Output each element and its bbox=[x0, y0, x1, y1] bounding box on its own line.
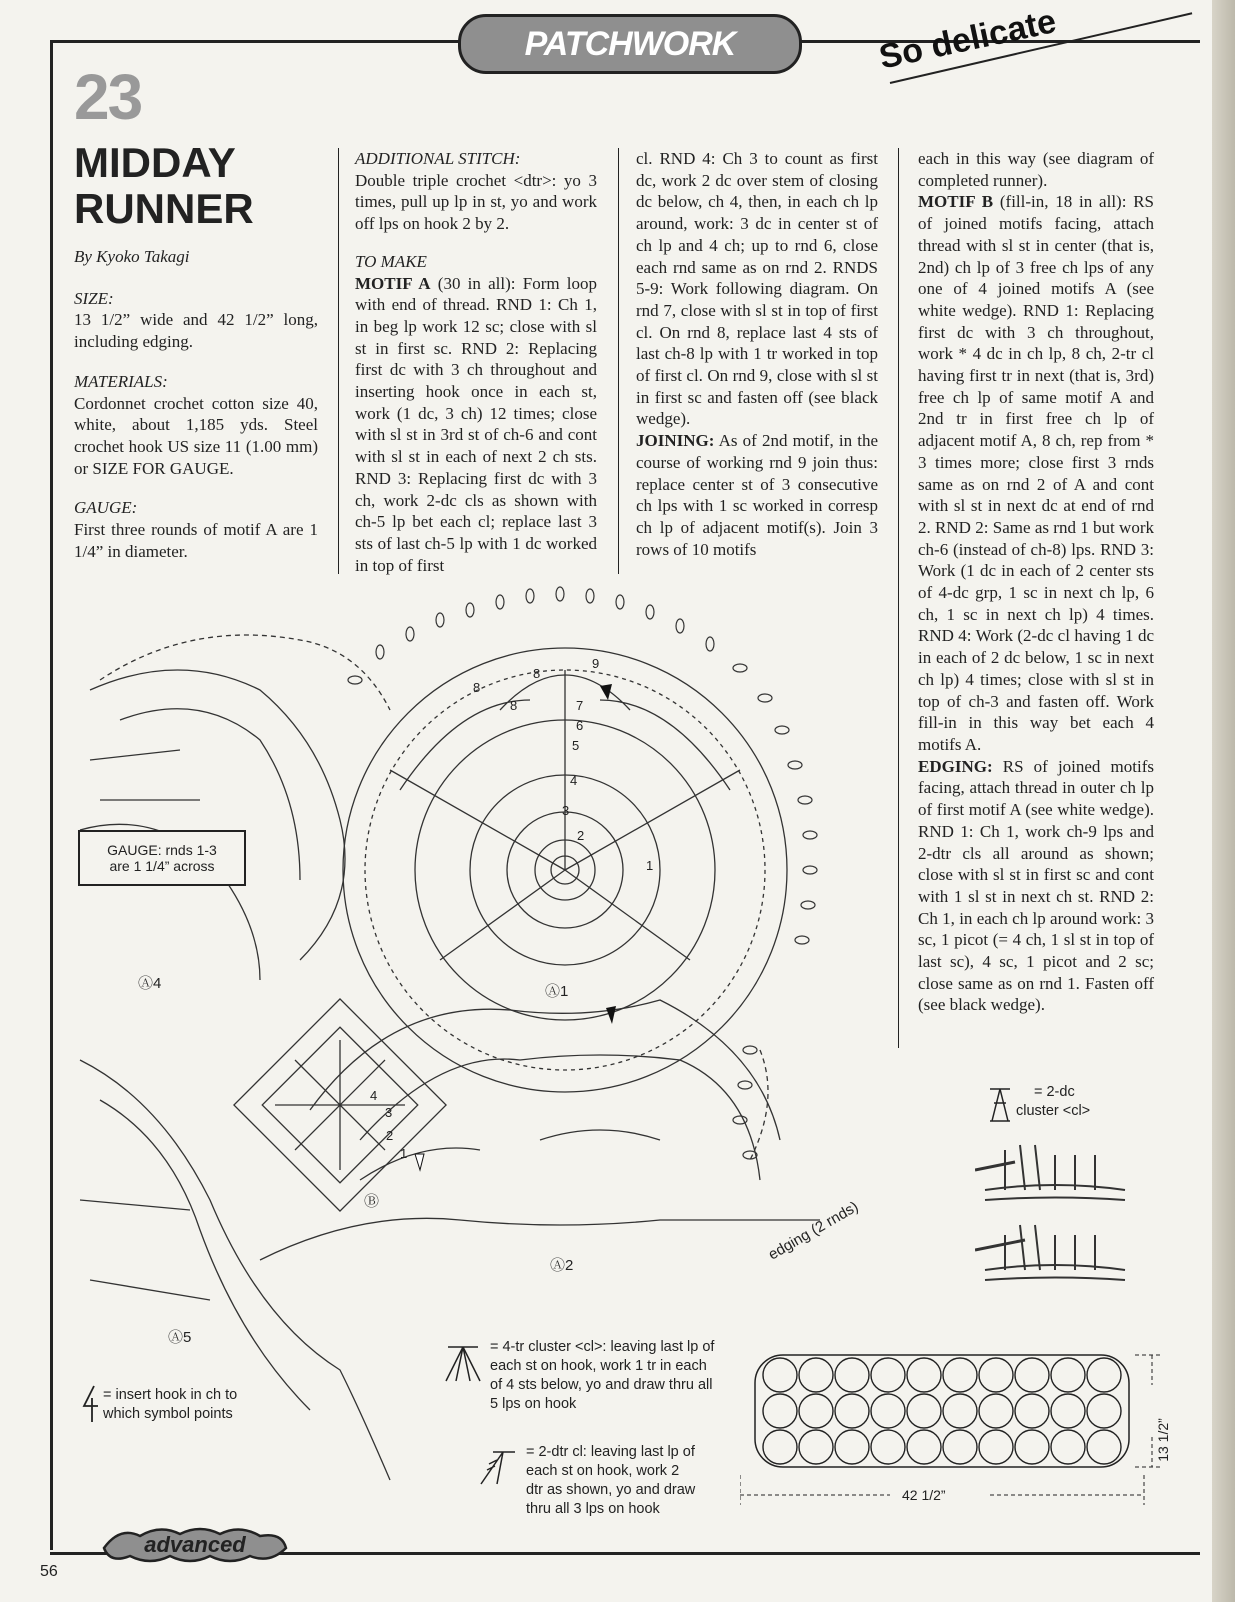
additional-text: Double triple crochet <dtr>: yo 3 times, pull up lp in st, yo and work off lps on hook 2 by 2. bbox=[355, 170, 597, 234]
round-number: 7 bbox=[576, 698, 584, 713]
tagline: So delicate bbox=[875, 2, 1060, 77]
motif-b-heading: MOTIF B bbox=[918, 192, 994, 212]
section-header bbox=[458, 14, 802, 74]
dc-cluster-symbol-icon bbox=[986, 1085, 1016, 1125]
gauge-text: First three rounds of motif A are 1 1/4” in diameter. bbox=[74, 520, 318, 561]
column-divider bbox=[618, 148, 619, 574]
edging-text bbox=[918, 756, 1154, 1016]
tr-cluster-symbol-icon bbox=[442, 1343, 484, 1385]
page-number: 56 bbox=[40, 1563, 58, 1580]
b-round-number: 3 bbox=[385, 1105, 393, 1120]
round-number: 2 bbox=[577, 828, 585, 843]
width-label: 13 1/2” bbox=[1154, 1418, 1171, 1462]
column-1 bbox=[74, 246, 318, 570]
byline: By Kyoko Takagi bbox=[74, 247, 190, 266]
pattern-number: 23 bbox=[74, 61, 142, 133]
edging-outline bbox=[100, 635, 768, 1160]
col4-text: each in this way (see diagram of completed runner). bbox=[918, 149, 1154, 190]
motif-label-a4: Ⓐ4 bbox=[138, 975, 162, 992]
size-text: 13 1/2” wide and 42 1/2” long, including edging. bbox=[74, 310, 318, 352]
motif-b-body: (fill-in, 18 in all): RS of joined motifs facing, attach thread with sl st in center (that is, 2nd) ch lp of 3 free ch lps of any one of 4 joined motifs A (see white wedge). RND 1: Replacing first dc with 3 ch throughout, work * 4 dc in ch lp, 8 ch, 2-tr cl having first tr in next (that is, 3rd) free ch lp of same motif A and 2nd tr in first free ch lp of adjacent motif A, 8 ch, rep from * 3 times more; close first 3 rnds same as on rnd 2 of A and cont with sl st in next dc at end of rnd 2. RND 2: Same as rnd 1 but work ch-6 (instead of ch-8) lps. RND 3: Work (1 dc in each of 2 center sts of 4-dc grp, 1 sc in next ch lp, 6 ch, 1 sc in next ch lp) 4 times. RND 4: Work (2-dc cl having 1 dc in each of 2 dc below, 1 sc in next ch lp) 4 times; close with sl st in top of ch-3 and fasten off. Work fill-in in this way bet each 4 motifs A. bbox=[918, 192, 1154, 754]
motif-label-b: Ⓑ bbox=[364, 1193, 380, 1210]
cluster-illustration bbox=[975, 1140, 1135, 1320]
round-number: 4 bbox=[570, 773, 578, 788]
dtr-cluster-symbol-icon bbox=[475, 1448, 519, 1488]
additional-heading: ADDITIONAL STITCH: bbox=[355, 149, 521, 168]
motif-a-count: (30 in all): bbox=[437, 273, 516, 293]
legend-2dc bbox=[1016, 1083, 1090, 1121]
gauge-box-line: GAUGE: rnds 1-3 bbox=[107, 842, 217, 858]
joining-heading: JOINING: bbox=[636, 431, 715, 451]
size-heading: SIZE: bbox=[74, 288, 114, 308]
motif-label-a1: Ⓐ1 bbox=[545, 983, 569, 1000]
col3-text: cl. RND 4: Ch 3 to count as first dc, work 2 dc over stem of closing dc below, ch 4, then, in each ch lp around, work: 3 dc in center st of ch lp and 4 ch; up to rnd 6, close each rnd same as on rnd 2. RNDS 5-9: Work following diagram. On rnd 7, close with sl st in top of first cl. On rnd 8, replace last 4 sts of last ch-8 lp with 1 tr worked in top of first cl. On rnd 9, close with sl st in first sc and fasten off (see black wedge). bbox=[636, 149, 878, 429]
skill-level-badge bbox=[100, 1522, 290, 1566]
gauge-box-line: are 1 1/4” across bbox=[109, 858, 215, 874]
picot-row bbox=[348, 587, 817, 1159]
joining-text bbox=[636, 430, 878, 560]
page-edge bbox=[1212, 0, 1235, 1602]
motif-a-body: Form loop with end of thread. RND 1: Ch 1, in beg lp work 12 sc; close with sl st in first sc. RND 2: Replacing first dc with 3 ch throughout and inserting hook once in each st, work (1 dc, 3 ch) 12 times; close with sl st in 3rd st of ch-6 and cont with sl st in each of next 2 ch sts. RND 3: Replacing first dc with 3 ch, work 2-dc cls as shown with ch-5 lp bet each cl; replace last 3 sts of last ch-5 lp with 1 dc worked in top of first bbox=[355, 273, 598, 575]
column-4 bbox=[918, 148, 1154, 1016]
make-heading: TO MAKE bbox=[355, 251, 427, 271]
round-number: 1 bbox=[646, 858, 654, 873]
legend-2dc-line: = 2-dc bbox=[1034, 1084, 1075, 1100]
round-number: 9 bbox=[592, 656, 600, 671]
motif-label-a5: Ⓐ5 bbox=[168, 1329, 192, 1346]
motif-b-text bbox=[918, 191, 1154, 755]
motif-a-text bbox=[355, 273, 597, 577]
round-number: 8 bbox=[510, 698, 518, 713]
column-divider bbox=[338, 148, 339, 574]
skill-level-text: advanced bbox=[144, 1532, 246, 1557]
legend-4tr: = 4-tr cluster <cl>: leaving last lp of each st on hook, work 1 tr in each of 4 sts below, yo and draw thru all 5 lps on hook bbox=[490, 1339, 715, 1412]
edging-heading: EDGING: bbox=[918, 756, 993, 776]
round-number: 6 bbox=[576, 718, 584, 733]
legend-2dtr: = 2-dtr cl: leaving last lp of each st on hook, work 2 dtr as shown, yo and draw thru all 3 lps on hook bbox=[526, 1444, 696, 1517]
black-wedge bbox=[606, 1006, 616, 1024]
pattern-title: MIDDAY RUNNER bbox=[74, 139, 254, 232]
motif-a-heading: MOTIF A bbox=[355, 273, 431, 293]
materials-text: Cordonnet crochet cotton size 40, white, about 1,185 yds. Steel crochet hook US size 11 (1.00 mm) or SIZE FOR GAUGE. bbox=[74, 393, 318, 478]
gauge-heading: GAUGE: bbox=[74, 498, 138, 518]
legend-2dc-line: cluster <cl> bbox=[1016, 1103, 1091, 1119]
round-number: 5 bbox=[572, 738, 580, 753]
frame-left-rule bbox=[50, 40, 53, 1550]
section-title: PATCHWORK bbox=[524, 24, 736, 63]
column-divider bbox=[898, 148, 899, 1048]
round-number: 3 bbox=[562, 803, 570, 818]
materials-heading: MATERIALS: bbox=[74, 371, 168, 391]
b-round-number: 4 bbox=[370, 1088, 378, 1103]
column-3 bbox=[636, 148, 878, 560]
column-2 bbox=[355, 148, 597, 576]
round-number: 8 bbox=[533, 666, 541, 681]
runner-layout-diagram bbox=[740, 1345, 1180, 1520]
gauge-box bbox=[78, 830, 246, 886]
white-wedge bbox=[415, 1154, 424, 1170]
insert-hook-symbol-icon bbox=[80, 1384, 102, 1424]
joining-body: As of 2nd motif, in the course of working rnd 9 join thus: replace center st of 3 consecutive ch lps with 1 sc worked in corresp ch lp of adjacent motif(s). Join 3 rows of 10 motifs bbox=[636, 431, 878, 559]
legend-insert: = insert hook in ch to which symbol points bbox=[103, 1387, 238, 1422]
edging-body: RS of joined motifs facing, attach thread in outer ch lp of first motif A (see white wedge). RND 1: Ch 1, work ch-9 lps and 2-dtr cls all around as shown; close with sl st in first sc and cont with 1 sl st in next ch st. RND 2: Ch 1, in each ch lp around work: 3 sc, 1 picot (= 4 ch, 1 sl st in top of last sc), 4 sc, 1 picot and 2 sc; close same as on rnd 1. Fasten off (see black wedge). bbox=[918, 756, 1154, 1015]
b-round-number: 1 bbox=[400, 1146, 408, 1161]
length-label: 42 1/2” bbox=[902, 1487, 946, 1503]
edging-label: edging (2 rnds) bbox=[765, 1198, 862, 1264]
motif-a4 bbox=[80, 670, 345, 980]
motif-label-a2: Ⓐ2 bbox=[550, 1257, 574, 1274]
motif-a2 bbox=[260, 1000, 820, 1260]
motif-b bbox=[234, 999, 446, 1211]
b-round-number: 2 bbox=[386, 1128, 394, 1143]
round-number: 8 bbox=[473, 680, 481, 695]
